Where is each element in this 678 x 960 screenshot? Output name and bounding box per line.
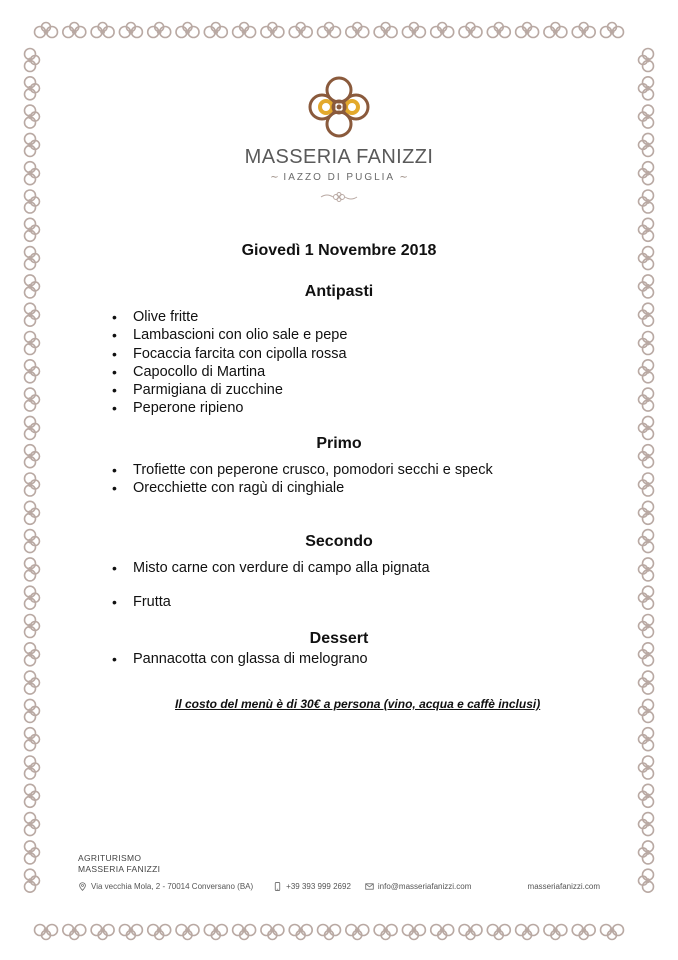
border-motif xyxy=(639,473,654,496)
border-motif xyxy=(233,925,256,940)
border-motif xyxy=(639,586,654,609)
masseria-logo xyxy=(306,74,372,140)
list-item: • Parmigiana di zucchine xyxy=(110,381,347,399)
border-motif xyxy=(544,925,567,940)
phone-icon xyxy=(273,882,282,891)
section-title-primo: Primo xyxy=(316,435,362,452)
border-motif xyxy=(91,23,114,38)
border-motif xyxy=(119,925,142,940)
dessert-list xyxy=(110,650,368,668)
border-motif xyxy=(639,218,654,241)
border-motif xyxy=(233,23,256,38)
location-pin-icon xyxy=(78,882,87,891)
list-item: • Capocollo di Martina xyxy=(110,363,347,381)
border-motif xyxy=(639,303,654,326)
border-motif xyxy=(289,23,312,38)
antipasti-list xyxy=(110,308,347,418)
border-motif xyxy=(346,925,369,940)
border-motif xyxy=(601,23,624,38)
border-motif xyxy=(25,558,40,581)
border-motif xyxy=(25,218,40,241)
border-motif xyxy=(25,77,40,100)
border-motif xyxy=(639,728,654,751)
border-motif xyxy=(204,925,227,940)
border-motif xyxy=(119,23,142,38)
border-motif xyxy=(289,925,312,940)
border-motif xyxy=(148,23,171,38)
border-motif xyxy=(176,23,199,38)
list-item: • Peperone ripieno xyxy=(110,399,347,417)
border-motif xyxy=(25,332,40,355)
border-motif xyxy=(25,388,40,411)
footer-address-group xyxy=(78,882,253,891)
border-motif xyxy=(25,841,40,864)
border-motif xyxy=(25,728,40,751)
border-motif xyxy=(639,360,654,383)
border-motif xyxy=(639,501,654,524)
border-motif xyxy=(25,501,40,524)
list-item: • Lambascioni con olio sale e pepe xyxy=(110,326,347,344)
border-motif xyxy=(346,23,369,38)
footer-email-group xyxy=(365,882,471,891)
border-motif xyxy=(402,23,425,38)
border-motif xyxy=(318,23,341,38)
border-motif xyxy=(639,77,654,100)
border-motif xyxy=(374,23,397,38)
border-motif xyxy=(25,869,40,892)
border-motif xyxy=(516,925,539,940)
border-motif xyxy=(639,388,654,411)
border-motif xyxy=(25,756,40,779)
border-motif xyxy=(25,49,40,72)
border-motif xyxy=(261,23,284,38)
border-motif xyxy=(639,699,654,722)
footer-email[interactable]: info@masseriafanizzi.com xyxy=(377,882,472,891)
border-motif xyxy=(318,925,341,940)
brand-name: MASSERIA FANIZZI xyxy=(244,146,434,168)
brand-tagline: IAZZO DI PUGLIA xyxy=(283,172,395,183)
border-motif xyxy=(374,925,397,940)
border-motif xyxy=(572,23,595,38)
border-motif xyxy=(63,23,86,38)
border-motif xyxy=(639,49,654,72)
menu-cost-note: Il costo del menù è di 30€ a persona (vino, acqua e caffè inclusi) xyxy=(175,697,541,711)
brand-tagline-row xyxy=(0,172,678,183)
border-motif xyxy=(176,925,199,940)
primo-list xyxy=(110,461,493,498)
border-motif xyxy=(516,23,539,38)
list-item: • Frutta xyxy=(110,593,430,611)
border-motif xyxy=(601,925,624,940)
footer-phone[interactable]: +39 393 999 2692 xyxy=(286,882,351,891)
border-motif xyxy=(25,105,40,128)
border-motif xyxy=(431,925,454,940)
secondo-list xyxy=(110,559,430,612)
border-motif xyxy=(639,105,654,128)
footer-contacts xyxy=(78,882,600,891)
border-motif xyxy=(459,925,482,940)
border-motif xyxy=(402,925,425,940)
border-motif xyxy=(25,784,40,807)
border-motif xyxy=(639,190,654,213)
border-motif xyxy=(639,332,654,355)
border-motif xyxy=(148,925,171,940)
border-motif xyxy=(639,671,654,694)
footer-org-line2: MASSERIA FANIZZI xyxy=(78,863,161,874)
border-motif xyxy=(25,813,40,836)
list-item: • Orecchiette con ragù di cinghiale xyxy=(110,479,493,497)
footer-organization xyxy=(78,853,160,874)
tagline-right-flourish: ∼ xyxy=(399,172,408,183)
border-motif xyxy=(639,813,654,836)
list-item: • Focaccia farcita con cipolla rossa xyxy=(110,345,347,363)
border-motif xyxy=(25,190,40,213)
border-motif xyxy=(91,925,114,940)
mail-icon xyxy=(365,882,374,891)
tagline-left-flourish: ∼ xyxy=(270,172,279,183)
footer-org-line1: AGRITURISMO xyxy=(78,853,142,863)
border-motif xyxy=(25,671,40,694)
border-motif xyxy=(25,473,40,496)
border-motif xyxy=(261,925,284,940)
border-motif xyxy=(35,23,58,38)
border-motif xyxy=(639,869,654,892)
border-motif xyxy=(639,756,654,779)
border-motif xyxy=(459,23,482,38)
section-title-secondo: Secondo xyxy=(305,533,373,550)
list-item: • Pannacotta con glassa di melograno xyxy=(110,650,368,668)
border-motif xyxy=(63,925,86,940)
border-motif xyxy=(25,699,40,722)
footer-phone-group xyxy=(273,882,351,891)
border-motif xyxy=(487,925,510,940)
border-motif xyxy=(25,360,40,383)
divider-ornament-icon xyxy=(319,190,359,204)
border-motif xyxy=(35,925,58,940)
border-motif xyxy=(544,23,567,38)
border-motif xyxy=(487,23,510,38)
menu-date: Giovedì 1 Novembre 2018 xyxy=(241,242,437,259)
list-item: • Olive fritte xyxy=(110,308,347,326)
border-motif xyxy=(639,784,654,807)
border-motif xyxy=(639,558,654,581)
footer-website[interactable]: masseriafanizzi.com xyxy=(527,882,600,891)
section-title-dessert: Dessert xyxy=(309,630,369,647)
border-motif xyxy=(204,23,227,38)
list-item: • Misto carne con verdure di campo alla pignata xyxy=(110,559,430,577)
list-item: • Trofiette con peperone crusco, pomodori secchi e speck xyxy=(110,461,493,479)
border-motif xyxy=(25,303,40,326)
border-motif xyxy=(25,586,40,609)
border-motif xyxy=(639,841,654,864)
footer-address: Via vecchia Mola, 2 - 70014 Conversano (BA) xyxy=(91,882,254,891)
border-motif xyxy=(572,925,595,940)
border-motif xyxy=(431,23,454,38)
section-title-antipasti: Antipasti xyxy=(304,283,374,300)
